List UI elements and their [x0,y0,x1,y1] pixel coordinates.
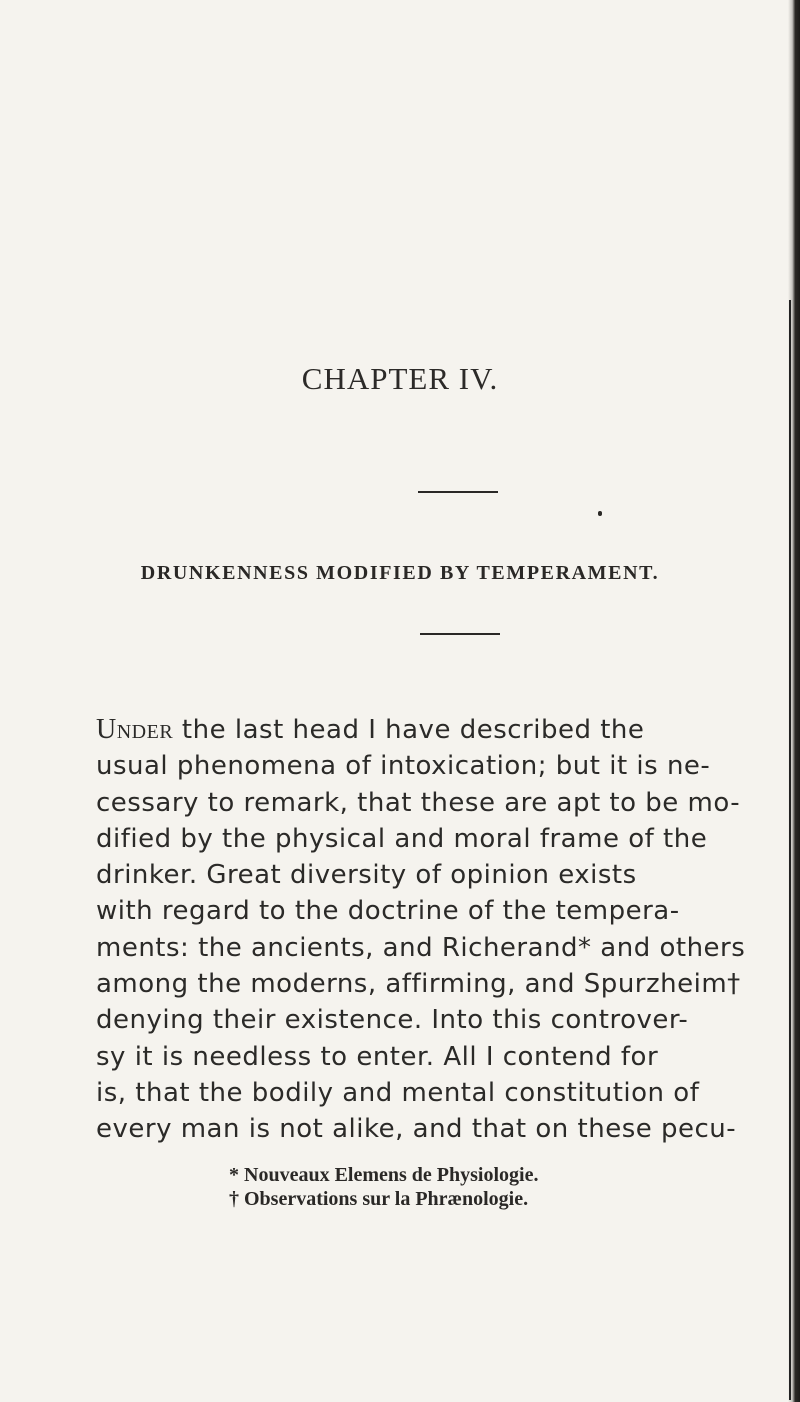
footnotes [229,1163,789,1211]
text-line: among the moderns, affirming, and Spurzheim† [96,969,741,1000]
text-line-remainder: the last head I have described the [173,715,645,745]
bottom-rule [420,633,500,635]
text-line: cessary to remark, that these are apt to be mo- [96,787,741,818]
lead-word: Under [96,714,174,745]
footnote: † Observations sur la Phrænologie. [229,1188,529,1210]
text-line [96,712,796,748]
text-line: denying their existence. Into this controver- [96,1005,689,1036]
ink-dot [598,511,602,516]
text-line: with regard to the doctrine of the tempera- [96,896,680,927]
footnote: * Nouveaux Elemens de Physiologie. [229,1164,539,1186]
body-paragraph [96,712,796,1148]
chapter-subtitle: DRUNKENNESS MODIFIED BY TEMPERAMENT. [140,562,660,584]
text-line: usual phenomena of intoxication; but it is ne- [96,751,711,782]
text-line: drinker. Great diversity of opinion exists [96,860,637,891]
text-line: is, that the bodily and mental constitution of [96,1077,700,1108]
text-line: dified by the physical and moral frame of the [96,823,708,854]
text-line: ments: the ancients, and Richerand* and others [96,932,746,963]
text-line: every man is not alike, and that on these pecu- [96,1114,737,1145]
text-line: sy it is needless to enter. All I contend for [96,1041,659,1072]
chapter-title: CHAPTER IV. [301,361,499,396]
top-rule [418,491,498,493]
